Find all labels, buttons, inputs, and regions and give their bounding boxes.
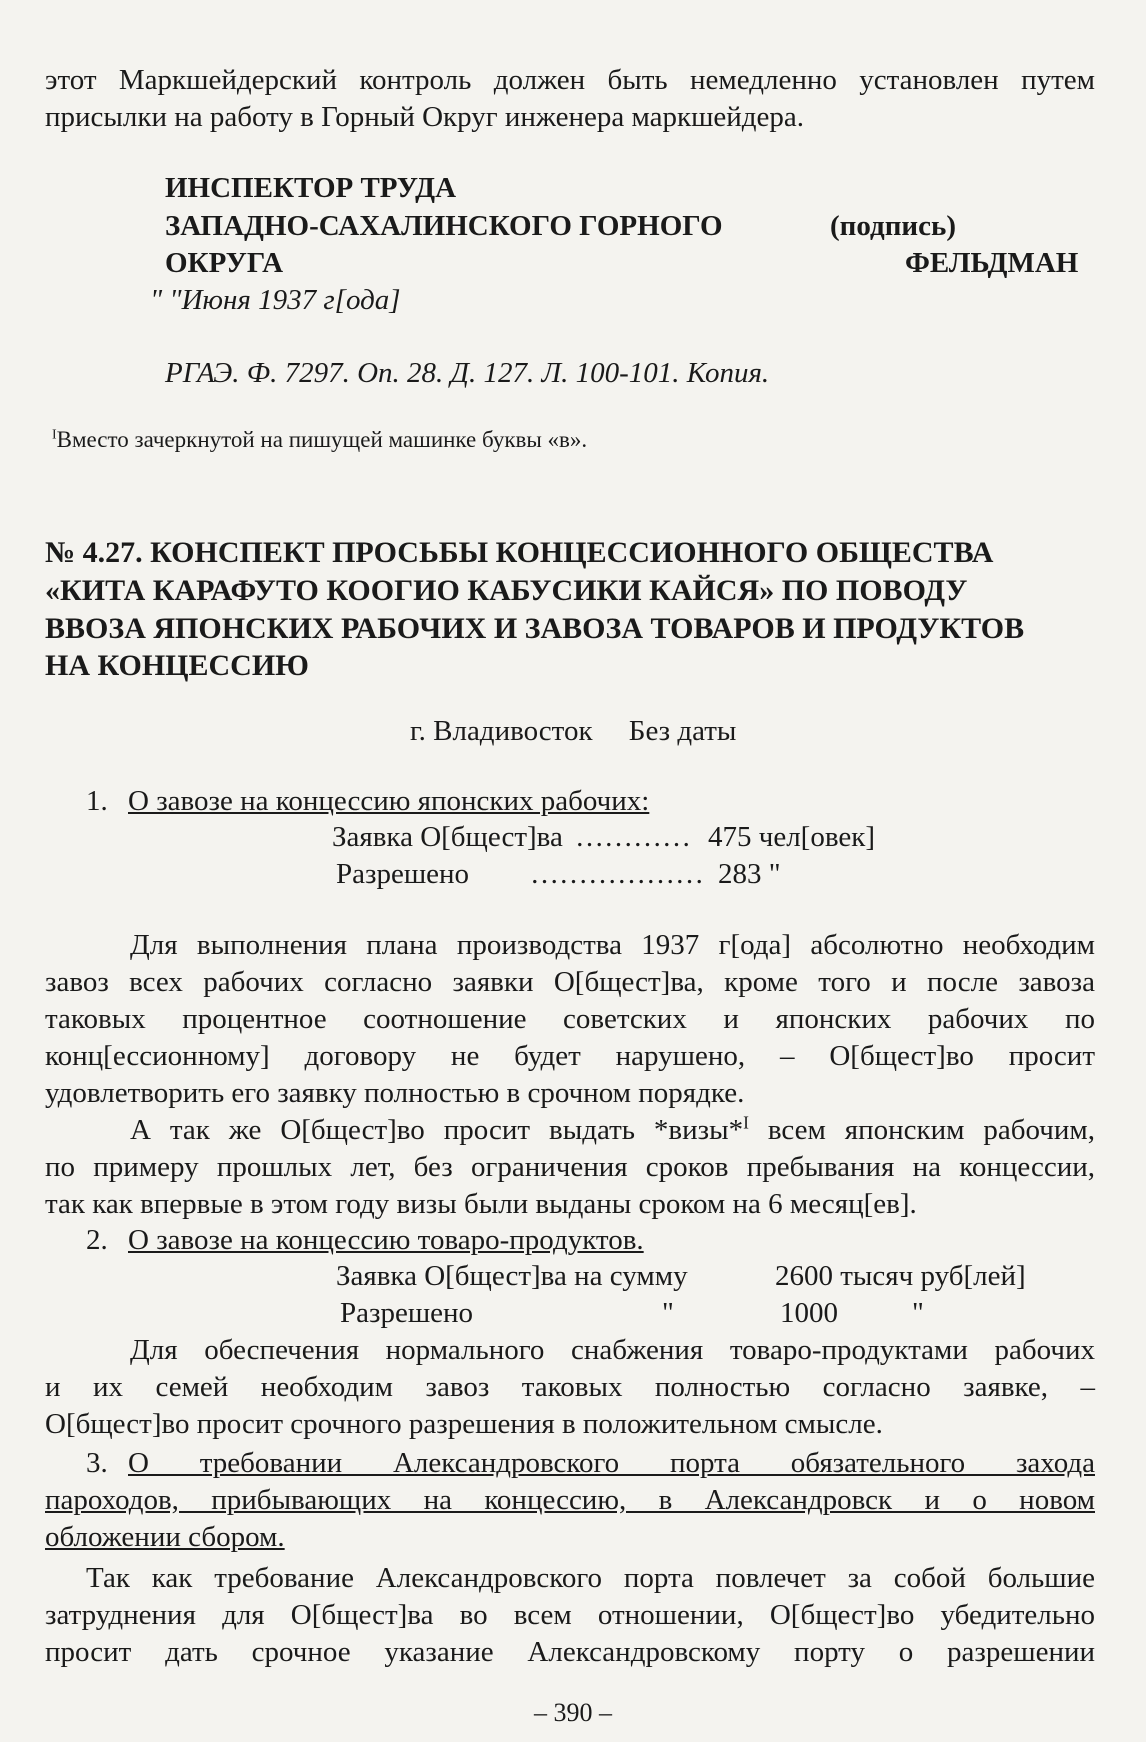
para-1-line-5: удовлетворить его заявку полностью в срочном порядке. bbox=[45, 1077, 745, 1109]
section-1-row-1-dots: ………… bbox=[575, 821, 691, 853]
section-2-row-2-label: Разрешено bbox=[340, 1297, 474, 1329]
para-2-line-1a: А так же О[бщест]во просит выдать *визы* bbox=[130, 1114, 744, 1146]
footnote-marker: I bbox=[52, 426, 57, 442]
intro-line-2: присылки на работу в Горный Округ инженера маркшейдера. bbox=[45, 101, 805, 133]
section-1-row-2-value: 283 " bbox=[718, 858, 781, 890]
archive-reference: РГАЭ. Ф. 7297. Оп. 28. Д. 127. Л. 100-101. Копия. bbox=[165, 357, 770, 389]
document-heading-4: НА КОНЦЕССИЮ bbox=[45, 649, 309, 682]
para-1-line-3: таковых процентное соотношение советских и японских рабочих по bbox=[45, 1003, 1095, 1035]
section-2-row-2-value: 1000 bbox=[780, 1297, 838, 1329]
intro-line-1: этот Маркшейдерский контроль должен быть немедленно установлен путем bbox=[45, 64, 1095, 96]
para-2-line-3: так как впервые в этом году визы были выданы сроком на 6 месяц[ев]. bbox=[45, 1188, 917, 1220]
section-1-row-1-value: 475 чел[овек] bbox=[708, 821, 875, 853]
section-2-number: 2. bbox=[86, 1224, 108, 1256]
section-2-row-2-ditto-2: " bbox=[912, 1297, 924, 1329]
section-1-title: О завозе на концессию японских рабочих: bbox=[128, 785, 650, 817]
signature-name: ФЕЛЬДМАН bbox=[905, 247, 1079, 279]
para-1-line-4: конц[ессионному] договору не будет нарушено, – О[бщест]во просит bbox=[45, 1040, 1095, 1072]
para-1-line-1: Для выполнения плана производства 1937 г[ода] абсолютно необходим bbox=[130, 929, 1095, 961]
para-4-line-1: Так как требование Александровского порта повлечет за собой большие bbox=[86, 1562, 1095, 1594]
signature-date: " "Июня 1937 г[ода] bbox=[150, 284, 401, 316]
signature-title-2: ЗАПАДНО-САХАЛИНСКОГО ГОРНОГО bbox=[165, 210, 723, 242]
para-3-line-1: Для обеспечения нормального снабжения товаро-продуктами рабочих bbox=[130, 1334, 1095, 1366]
footnote bbox=[52, 427, 587, 453]
para-2-line-1 bbox=[130, 1112, 1095, 1149]
document-heading-3: ВВОЗА ЯПОНСКИХ РАБОЧИХ И ЗАВОЗА ТОВАРОВ И ПРОДУКТОВ bbox=[45, 612, 1025, 645]
section-2-title: О завозе на концессию товаро-продуктов. bbox=[128, 1224, 644, 1256]
place-date: г. Владивосток Без даты bbox=[410, 715, 737, 747]
section-1-row-2-label: Разрешено bbox=[336, 858, 470, 890]
signature-title-3: ОКРУГА bbox=[165, 247, 284, 279]
section-3-number: 3. bbox=[86, 1447, 108, 1479]
para-4-line-2: затруднения для О[бщест]ва во всем отношении, О[бщест]во убедительно bbox=[45, 1599, 1095, 1631]
section-2-row-1-label: Заявка О[бщест]ва на сумму bbox=[336, 1260, 688, 1292]
section-3-line-1: О требовании Александровского порта обязательного захода bbox=[128, 1447, 1095, 1479]
para-2-line-1b: всем японским рабочим, bbox=[748, 1114, 1096, 1146]
para-4-line-3: просит дать срочное указание Александровскому порту о разрешении bbox=[45, 1636, 1095, 1668]
para-1-line-2: завоз всех рабочих согласно заявки О[бщест]ва, кроме того и после завоза bbox=[45, 966, 1095, 998]
para-2-line-2: по примеру прошлых лет, без ограничения сроков пребывания на концессии, bbox=[45, 1151, 1095, 1183]
footnote-text: Вместо зачеркнутой на пишущей машинке буквы «в». bbox=[56, 427, 588, 452]
document-heading-1: № 4.27. КОНСПЕКТ ПРОСЬБЫ КОНЦЕССИОННОГО ОБЩЕСТВА bbox=[45, 536, 994, 569]
section-2-row-1-value: 2600 тысяч руб[лей] bbox=[775, 1260, 1026, 1292]
section-1-number: 1. bbox=[86, 785, 108, 817]
para-2-footnote-ref: I bbox=[743, 1112, 749, 1133]
document-heading-2: «КИТА КАРАФУТО КООГИО КАБУСИКИ КАЙСЯ» ПО ПОВОДУ bbox=[45, 574, 968, 607]
page-number: – 390 – bbox=[534, 1698, 612, 1727]
section-1-row-2-dots: ……………… bbox=[530, 858, 704, 890]
section-2-row-2-ditto: " bbox=[662, 1297, 674, 1329]
para-3-line-3: О[бщест]во просит срочного разрешения в положительном смысле. bbox=[45, 1408, 883, 1440]
section-1-row-1-label: Заявка О[бщест]ва bbox=[332, 821, 563, 853]
signature-title-1: ИНСПЕКТОР ТРУДА bbox=[165, 172, 457, 204]
signature-note: (подпись) bbox=[830, 210, 956, 242]
section-3-line-3: обложении сбором. bbox=[45, 1521, 285, 1553]
section-3-line-2: пароходов, прибывающих на концессию, в Александровск и о новом bbox=[45, 1484, 1095, 1516]
para-3-line-2: и их семей необходим завоз таковых полностью согласно заявке, – bbox=[45, 1371, 1095, 1403]
